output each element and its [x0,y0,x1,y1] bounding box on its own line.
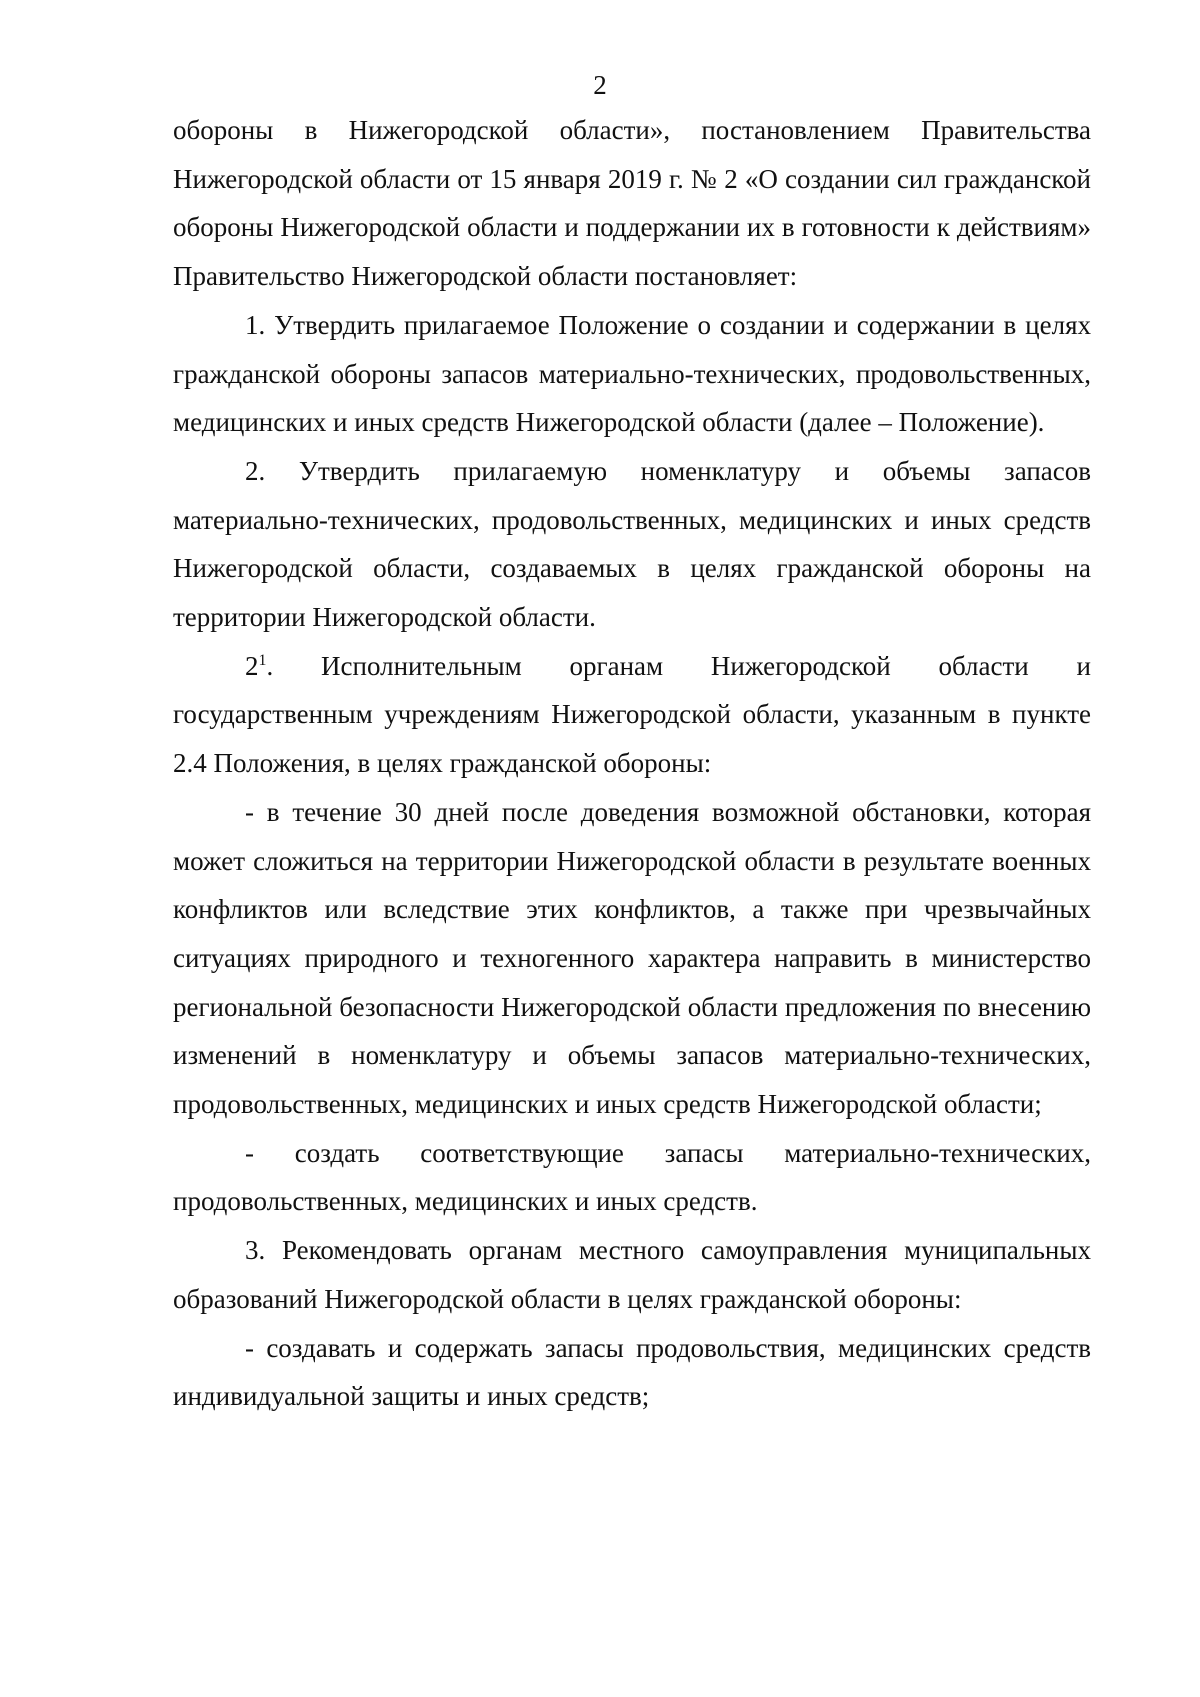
paragraph-dash-item-deadline: - в течение 30 дней после доведения возможной обстановки, которая может сложиться на территории Нижегородской области в результате военных конфликтов или вследствие этих конфликтов, а также при чрезвычайных ситуациях природного и техногенного характера направить в министерство региональной безопасности Нижегородской области предложения по внесению изменений в номенклатуру и объемы запасов материально-технических, продовольственных, медицинских и иных средств Нижегородской области; [173,796,1091,1120]
item-number-superscript: 1 [258,651,267,669]
paragraph-item-1: 1. Утвердить прилагаемое Положение о создании и содержании в целях гражданской обороны запасов материально-технических, продовольственных, медицинских и иных средств Нижегородской области (далее – Положение). [173,309,1091,438]
paragraph-dash-item-create-reserves: - создать соответствующие запасы материально-технических, продовольственных, медицинских и иных средств. [173,1137,1091,1217]
item-text: . Исполнительным органам Нижегородской области и государственным учреждениям Нижегородской области, указанным в пункте 2.4 Положения, в целях гражданской обороны: [173,650,1091,779]
paragraph-item-2: 2. Утвердить прилагаемую номенклатуру и объемы запасов материально-технических, продовольственных, медицинских и иных средств Нижегородской области, создаваемых в целях гражданской обороны на территории Нижегородской области. [173,455,1091,633]
paragraph-preamble-continuation: обороны в Нижегородской области», постановлением Правительства Нижегородской области от 15 января 2019 г. № 2 «О создании сил гражданской обороны Нижегородской области и поддержании их в готовности к действиям» Правительство Нижегородской области постановляет: [173,115,1091,292]
document-body [173,106,1091,1421]
paragraph-item-2-1 [173,642,1091,788]
paragraph-item-3: 3. Рекомендовать органам местного самоуправления муниципальных образований Нижегородской области в целях гражданской обороны: [173,1235,1091,1314]
page-number: 2 [593,70,607,100]
item-number: 2 [245,650,259,681]
paragraph-dash-item-municipal-reserves: - создавать и содержать запасы продовольствия, медицинских средств индивидуальной защиты и иных средств; [173,1332,1091,1412]
